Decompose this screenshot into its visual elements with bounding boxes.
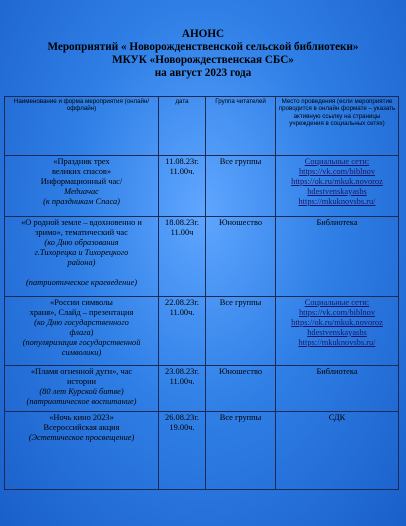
event-name-cell: «О родной земле – вдохновенно и зримо», тематический час (ко Дню образования г.Тихорецка и Тихорецкого района) (патриотическое краеведение)	[5, 217, 159, 297]
event-date-cell: 23.08.23г. 11.00ч.	[159, 366, 206, 412]
header-organization: МКУК «Новорождественская СБС»	[112, 54, 294, 66]
vk-link[interactable]: https://vk.com/biblnov	[298, 166, 376, 176]
header-title: АНОНС	[181, 28, 225, 40]
event-place-cell: СДК	[276, 412, 399, 490]
table-row	[5, 412, 399, 490]
table-row	[5, 156, 399, 217]
social-networks-link[interactable]: Социальные сети:	[304, 157, 370, 166]
event-place-cell	[276, 156, 399, 217]
table-header-row	[5, 97, 399, 156]
ok-link[interactable]: https://ok.ru/mkuk.novoroz	[291, 317, 383, 327]
event-name-cell: «Пламя огненной дуги», час истории (80 лет Курской битве) (патриотическое воспитание)	[5, 366, 159, 412]
header-subtitle: Мероприятий « Новорожденственской сельской библиотеки»	[47, 41, 359, 53]
event-group-cell: Юношество	[206, 217, 276, 297]
social-networks-link[interactable]: Социальные сети:	[304, 298, 370, 307]
events-table	[4, 96, 399, 490]
vk-link[interactable]: https://vk.com/biblnov	[298, 307, 376, 317]
website-link[interactable]: https://mkuknovsbs.ru/	[298, 337, 376, 347]
event-name-cell: «Праздник трех великих спасов» Информационный час/ Медиачас (к праздникам Спаса)	[5, 156, 159, 217]
website-link[interactable]: https://mkuknovsbs.ru/	[298, 196, 376, 206]
ok-link-continued[interactable]: hdestvenskayasbs	[307, 327, 367, 337]
table-row	[5, 366, 399, 412]
event-date-cell: 26.08.23г. 19.00ч.	[159, 412, 206, 490]
event-place-cell	[276, 297, 399, 366]
ok-link[interactable]: https://ok.ru/mkuk.novoroz	[291, 176, 383, 186]
event-group-cell: Все группы	[206, 412, 276, 490]
table-row	[5, 297, 399, 366]
header-period: на август 2023 года	[154, 67, 252, 79]
column-header-name: Наименование и форма мероприятия (онлайн/оффлайн)	[5, 97, 159, 156]
event-group-cell: Все группы	[206, 297, 276, 366]
column-header-place: Место проведения (если мероприятие проводится в онлайн формате – указать активную ссылку на страницы учреждения в социальных сетях)	[276, 97, 399, 156]
event-date-cell: 18.08.23г. 11.00ч	[159, 217, 206, 297]
event-date-cell: 11.08.23г. 11.00ч.	[159, 156, 206, 217]
event-name-cell: «Ночь кино 2023» Всероссийская акция (Эстетическое просвещение)	[5, 412, 159, 490]
event-name-cell: «России символы храня», Слайд – презентация (ко Дню государственного флага) (популяризация государственной символики)	[5, 297, 159, 366]
ok-link-continued[interactable]: hdestvenskayasbs	[307, 186, 367, 196]
event-place-cell: Библиотека	[276, 366, 399, 412]
announcement-header	[0, 28, 406, 80]
table-row	[5, 217, 399, 297]
event-group-cell: Все группы	[206, 156, 276, 217]
event-group-cell: Юношество	[206, 366, 276, 412]
column-header-date: дата	[159, 97, 206, 156]
column-header-group: Группа читателей	[206, 97, 276, 156]
event-date-cell: 22.08.23г. 11.00ч.	[159, 297, 206, 366]
event-place-cell: Библиотека	[276, 217, 399, 297]
